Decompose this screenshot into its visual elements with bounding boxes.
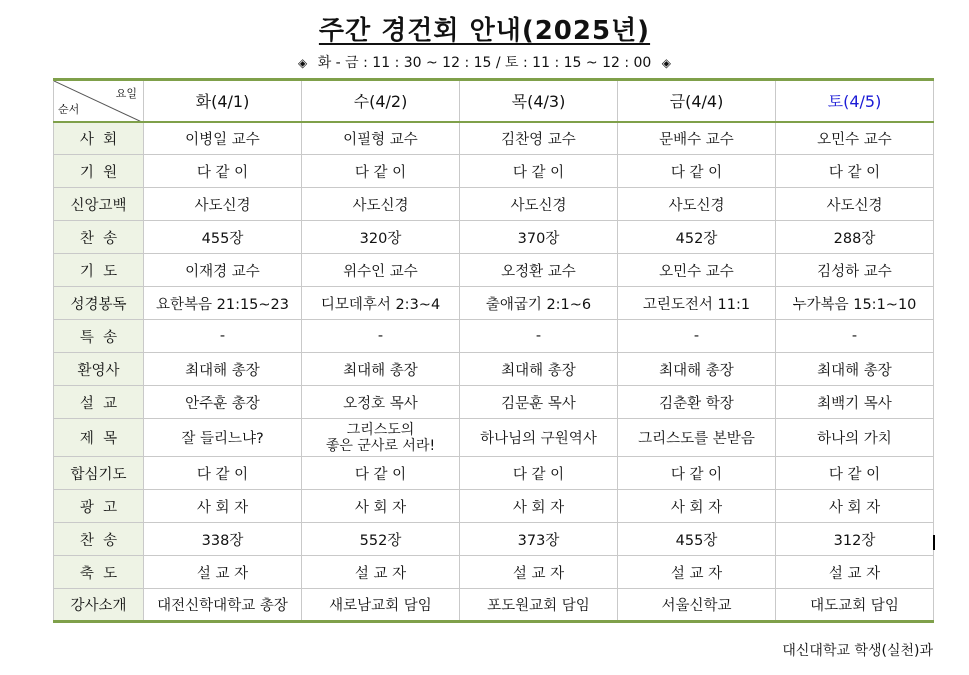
table-cell: - xyxy=(618,320,776,353)
table-cell: 디모데후서 2:3~4 xyxy=(302,287,460,320)
table-cell: 최백기 목사 xyxy=(776,386,934,419)
row-label: 기 도 xyxy=(54,254,144,287)
table-cell: 서울신학교 xyxy=(618,589,776,622)
table-cell: 552장 xyxy=(302,523,460,556)
table-cell: 338장 xyxy=(144,523,302,556)
table-cell: 김춘환 학장 xyxy=(618,386,776,419)
table-cell: 370장 xyxy=(460,221,618,254)
table-cell: 대전신학대학교 총장 xyxy=(144,589,302,622)
table-cell: 출애굽기 2:1~6 xyxy=(460,287,618,320)
table-row xyxy=(54,155,934,188)
table-cell: 오정호 목사 xyxy=(302,386,460,419)
row-label: 사 회 xyxy=(54,122,144,155)
day-header: 금(4/4) xyxy=(618,80,776,122)
table-cell: 이병일 교수 xyxy=(144,122,302,155)
table-cell: 안주훈 총장 xyxy=(144,386,302,419)
table-cell: 사도신경 xyxy=(144,188,302,221)
row-label: 기 원 xyxy=(54,155,144,188)
table-cell: 사도신경 xyxy=(302,188,460,221)
table-row xyxy=(54,490,934,523)
table-row xyxy=(54,523,934,556)
row-label: 강사소개 xyxy=(54,589,144,622)
table-row xyxy=(54,386,934,419)
table-row xyxy=(54,254,934,287)
table-cell: 고린도전서 11:1 xyxy=(618,287,776,320)
table-cell: 요한복음 21:15~23 xyxy=(144,287,302,320)
table-cell: 사 회 자 xyxy=(460,490,618,523)
table-cell: 김성하 교수 xyxy=(776,254,934,287)
day-header: 화(4/1) xyxy=(144,80,302,122)
table-cell: 설 교 자 xyxy=(302,556,460,589)
table-cell: - xyxy=(776,320,934,353)
table-cell: 다 같 이 xyxy=(776,457,934,490)
header-row xyxy=(54,80,934,122)
table-row xyxy=(54,556,934,589)
table-cell: 사도신경 xyxy=(618,188,776,221)
table-row xyxy=(54,320,934,353)
table-row xyxy=(54,287,934,320)
table-cell: 설 교 자 xyxy=(460,556,618,589)
table-cell: 하나의 가치 xyxy=(776,419,934,457)
table-cell: 하나님의 구원역사 xyxy=(460,419,618,457)
day-header: 토(4/5) xyxy=(776,80,934,122)
table-cell: 사 회 자 xyxy=(302,490,460,523)
table-cell: 오민수 교수 xyxy=(776,122,934,155)
table-cell: 누가복음 15:1~10 xyxy=(776,287,934,320)
table-row xyxy=(54,188,934,221)
row-label: 특 송 xyxy=(54,320,144,353)
table-cell: 위수인 교수 xyxy=(302,254,460,287)
table-cell: 312장 xyxy=(776,523,934,556)
table-cell: 455장 xyxy=(144,221,302,254)
day-header: 목(4/3) xyxy=(460,80,618,122)
table-cell: 오정환 교수 xyxy=(460,254,618,287)
table-cell: 설 교 자 xyxy=(618,556,776,589)
diamond-bullet-icon: ◈ xyxy=(661,56,671,70)
table-cell: 320장 xyxy=(302,221,460,254)
diamond-bullet-icon: ◈ xyxy=(298,56,308,70)
row-label: 환영사 xyxy=(54,353,144,386)
row-label: 성경봉독 xyxy=(54,287,144,320)
schedule-times xyxy=(0,52,969,72)
table-cell: - xyxy=(302,320,460,353)
times-text: 화 - 금 : 11 : 30 ~ 12 : 15 / 토 : 11 : 15 ~ 12 : 00 xyxy=(317,55,652,71)
table-cell: 사 회 자 xyxy=(618,490,776,523)
table-cell: 455장 xyxy=(618,523,776,556)
table-cell: 최대해 총장 xyxy=(776,353,934,386)
row-label: 광 고 xyxy=(54,490,144,523)
table-cell: 오민수 교수 xyxy=(618,254,776,287)
row-label: 제 목 xyxy=(54,419,144,457)
table-cell: 김찬영 교수 xyxy=(460,122,618,155)
table-cell: 다 같 이 xyxy=(144,457,302,490)
table-cell: 다 같 이 xyxy=(460,457,618,490)
table-cell: 최대해 총장 xyxy=(144,353,302,386)
table-cell: 사 회 자 xyxy=(776,490,934,523)
table-cell: 포도원교회 담임 xyxy=(460,589,618,622)
table-cell: 최대해 총장 xyxy=(460,353,618,386)
row-label: 찬 송 xyxy=(54,221,144,254)
table-cell: 373장 xyxy=(460,523,618,556)
table-cell: 대도교회 담임 xyxy=(776,589,934,622)
table-row xyxy=(54,589,934,622)
row-label: 신앙고백 xyxy=(54,188,144,221)
day-axis-label: 요일 xyxy=(115,87,137,100)
table-cell: 새로남교회 담임 xyxy=(302,589,460,622)
row-label: 찬 송 xyxy=(54,523,144,556)
day-header: 수(4/2) xyxy=(302,80,460,122)
table-cell: 다 같 이 xyxy=(618,155,776,188)
table-row xyxy=(54,419,934,457)
table-cell: 다 같 이 xyxy=(302,457,460,490)
text-cursor xyxy=(933,535,935,550)
order-axis-label: 순서 xyxy=(58,102,80,116)
table-cell: - xyxy=(144,320,302,353)
table-cell: 다 같 이 xyxy=(460,155,618,188)
table-cell: 다 같 이 xyxy=(302,155,460,188)
worship-schedule-table xyxy=(53,78,934,623)
table-cell: 그리스도의 좋은 군사로 서라! xyxy=(302,419,460,457)
table-cell: 사도신경 xyxy=(776,188,934,221)
table-cell: 다 같 이 xyxy=(776,155,934,188)
row-label: 합심기도 xyxy=(54,457,144,490)
footer-department: 대신대학교 학생(실천)과 xyxy=(782,643,933,659)
table-cell: 최대해 총장 xyxy=(302,353,460,386)
table-cell: 최대해 총장 xyxy=(618,353,776,386)
table-cell: 그리스도를 본받음 xyxy=(618,419,776,457)
table-cell: 이필형 교수 xyxy=(302,122,460,155)
table-cell: 사 회 자 xyxy=(144,490,302,523)
table-cell: 다 같 이 xyxy=(618,457,776,490)
table-row xyxy=(54,221,934,254)
table-cell: 288장 xyxy=(776,221,934,254)
corner-header xyxy=(54,80,144,122)
table-cell: 사도신경 xyxy=(460,188,618,221)
table-cell: 설 교 자 xyxy=(144,556,302,589)
table-row xyxy=(54,122,934,155)
table-cell: 설 교 자 xyxy=(776,556,934,589)
row-label: 축 도 xyxy=(54,556,144,589)
table-row xyxy=(54,353,934,386)
table-cell: 잘 들리느냐? xyxy=(144,419,302,457)
table-cell: 다 같 이 xyxy=(144,155,302,188)
table-cell: 김문훈 목사 xyxy=(460,386,618,419)
table-cell: 문배수 교수 xyxy=(618,122,776,155)
table-cell: 452장 xyxy=(618,221,776,254)
row-label: 설 교 xyxy=(54,386,144,419)
table-row xyxy=(54,457,934,490)
table-cell: 이재경 교수 xyxy=(144,254,302,287)
page-title: 주간 경건회 안내(2025년) xyxy=(318,16,651,46)
table-cell: - xyxy=(460,320,618,353)
